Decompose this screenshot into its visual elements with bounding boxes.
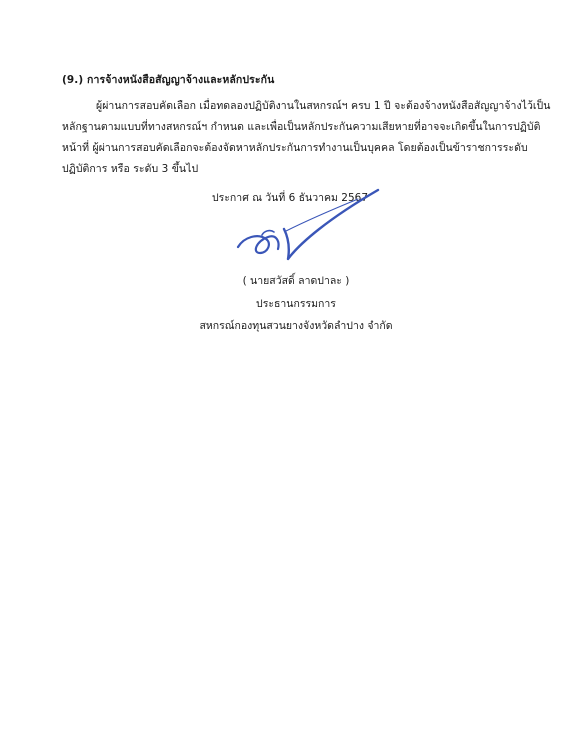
signatory-name: ( นายสวัสดิ์ ลาดปาละ )	[242, 275, 350, 287]
signature-icon	[228, 185, 388, 265]
announcement-date: ประกาศ ณ วันที่ 6 ธันวาคม 2567	[211, 192, 369, 204]
paragraph-line-4: ปฏิบัติการ หรือ ระดับ 3 ขึ้นไป	[62, 163, 199, 175]
paragraph-line-1: ผู้ผ่านการสอบคัดเลือก เมื่อทดลองปฏิบัติงานในสหกรณ์ฯ ครบ 1 ปี จะต้องจ้างหนังสือสัญญาจ้างไว้เป็น	[96, 100, 551, 112]
paragraph-line-3: หน้าที่ ผู้ผ่านการสอบคัดเลือกจะต้องจัดหาหลักประกันการทำงานเป็นบุคคล โดยต้องเป็นข้าราชการระดับ	[62, 142, 528, 154]
section-heading: (9.) การจ้างหนังสือสัญญาจ้างและหลักประกัน	[62, 74, 275, 86]
signatory-position: ประธานกรรมการ	[256, 298, 336, 310]
paragraph-line-2: หลักฐานตามแบบที่ทางสหกรณ์ฯ กำหนด และเพื่อเป็นหลักประกันความเสียหายที่อาจจะเกิดขึ้นในการปฏิบัติ	[62, 121, 541, 133]
organization-name: สหกรณ์กองทุนสวนยางจังหวัดลำปาง จำกัด	[199, 320, 393, 332]
